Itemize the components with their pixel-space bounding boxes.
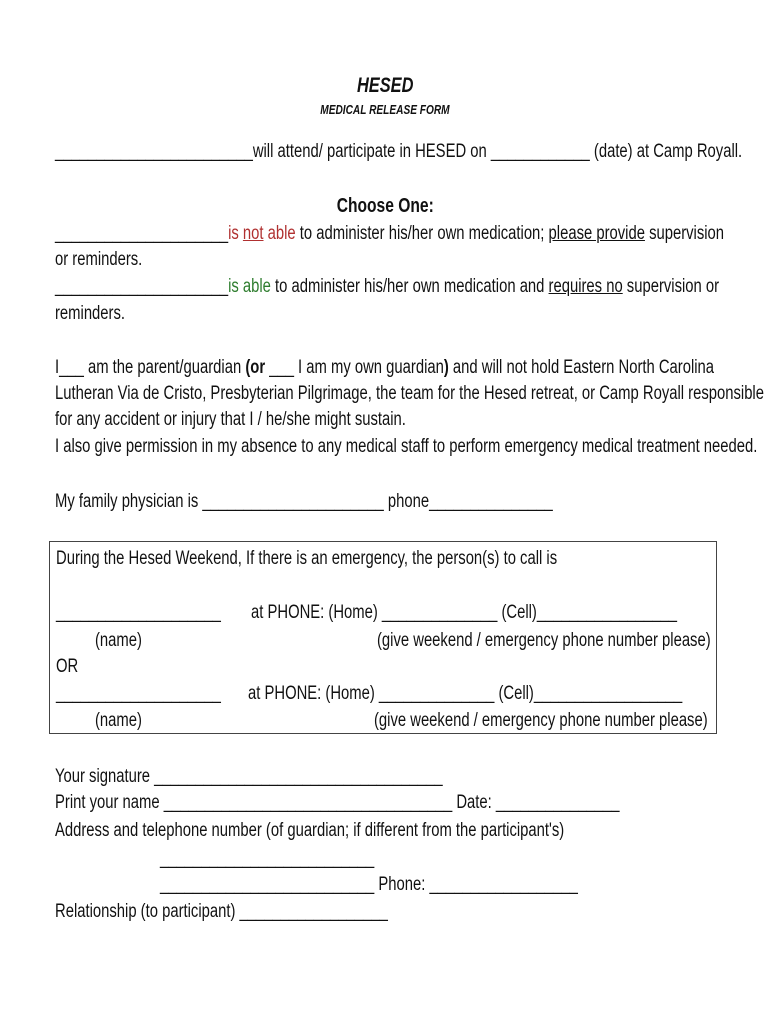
address-blank[interactable]: __________________________ — [160, 848, 375, 869]
signature-line[interactable]: Your signature ___________________________________ — [55, 766, 443, 787]
release-line-1: I___ am the parent/guardian (or ___ I am my own guardian) and will not hold Eastern North Carolina — [55, 357, 715, 378]
option-able-blank[interactable]: _____________________ — [55, 276, 229, 297]
physician-line[interactable]: My family physician is ______________________ phone_______________ — [55, 491, 553, 512]
emergency-intro: During the Hesed Weekend, If there is an emergency, the person(s) to call is — [56, 548, 558, 569]
address-label: Address and telephone number (of guardian; if different from the participant's) — [55, 820, 565, 841]
choose-one-heading: Choose One: — [336, 195, 434, 217]
contact2-name-label: (name) — [95, 710, 142, 731]
relationship-line[interactable]: Relationship (to participant) __________________ — [55, 901, 388, 922]
contact1-phone-line[interactable]: at PHONE: (Home) ______________ (Cell)_________________ — [251, 602, 677, 623]
release-line-3: for any accident or injury that I / he/she might sustain. — [55, 409, 406, 430]
option-not-able-cont: or reminders. — [55, 249, 143, 270]
contact1-hint: (give weekend / emergency phone number please) — [377, 630, 711, 651]
release-line-4: I also give permission in my absence to any medical staff to perform emergency medical treatment needed. — [55, 436, 758, 457]
form-subtitle: MEDICAL RELEASE FORM — [320, 102, 450, 117]
participant-name-blank[interactable]: ________________________ — [55, 141, 253, 162]
option-not-able: _____________________is not able to administer his/her own medication; please provide supervision — [55, 223, 725, 244]
attendance-line — [55, 141, 770, 163]
or-label: OR — [56, 656, 79, 677]
release-line-2: Lutheran Via de Cristo, Presbyterian Pilgrimage, the team for the Hesed retreat, or Camp Royall responsible — [55, 383, 764, 404]
attendance-text: will attend/ participate in HESED on ____________ (date) at Camp Royall. — [252, 141, 743, 162]
address-phone-line[interactable]: __________________________ Phone: __________________ — [160, 874, 578, 895]
option-not-able-blank[interactable]: _____________________ — [55, 223, 229, 244]
contact1-name-label: (name) — [95, 630, 142, 651]
contact2-phone-line[interactable]: at PHONE: (Home) ______________ (Cell)__________________ — [248, 683, 683, 704]
contact1-name-blank[interactable]: ____________________ — [56, 602, 221, 623]
print-name-line[interactable]: Print your name ___________________________________ Date: _______________ — [55, 792, 620, 813]
option-able-cont: reminders. — [55, 303, 126, 324]
form-title: HESED — [356, 74, 414, 97]
contact2-name-blank[interactable]: ____________________ — [56, 683, 221, 704]
contact2-hint: (give weekend / emergency phone number please) — [374, 710, 708, 731]
option-able: _____________________is able to administer his/her own medication and requires no supervision or — [55, 276, 720, 297]
